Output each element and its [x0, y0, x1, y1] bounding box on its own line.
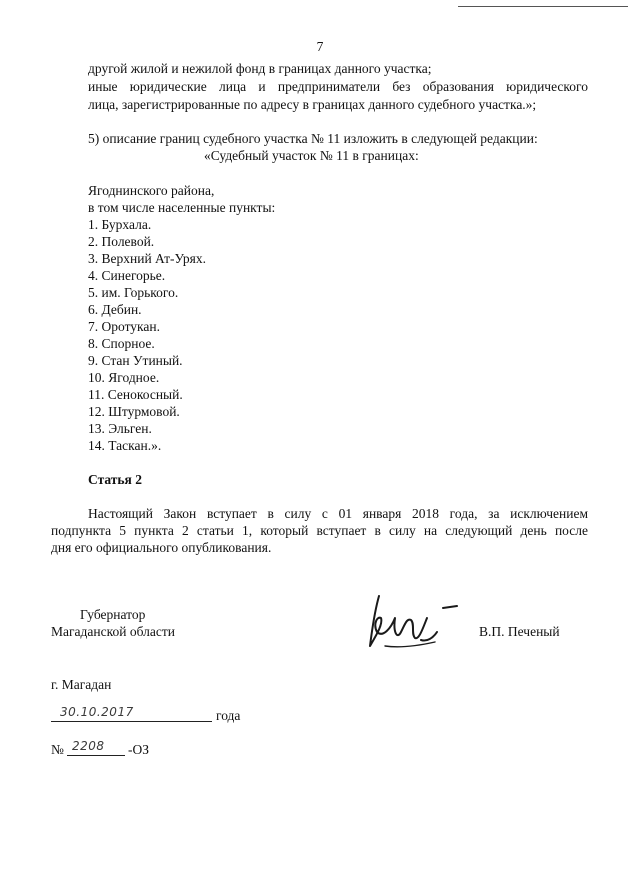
settlement-item: 14. Таскан.». [88, 438, 162, 453]
number-underline [67, 755, 125, 756]
settlement-item: 2. Полевой. [88, 234, 155, 249]
settlement-item: 7. Оротукан. [88, 319, 160, 334]
intro-line-1: другой жилой и нежилой фонд в границах данного участка; [88, 61, 432, 76]
intro-line-3: лица, зарегистрированные по адресу в границах данного судебного участка.»; [88, 97, 537, 112]
article2-line-3: дня его официального опубликования. [51, 540, 272, 555]
settlement-item: 5. им. Горького. [88, 285, 179, 300]
settlement-item: 8. Спорное. [88, 336, 155, 351]
signer-name: В.П. Печеный [479, 624, 560, 639]
handwritten-number: 2208 [72, 739, 105, 753]
district-subtitle: в том числе населенные пункты: [88, 200, 276, 215]
settlement-item: 3. Верхний Ат-Урях. [88, 251, 206, 266]
article2-line-1: Настоящий Закон вступает в силу с 01 января 2018 года, за исключением [88, 506, 588, 521]
district-name: Ягоднинского района, [88, 183, 215, 198]
settlement-item: 11. Сенокосный. [88, 387, 183, 402]
item5-text: 5) описание границ судебного участка № 11 изложить в следующей редакции: [88, 131, 538, 146]
article2-heading: Статья 2 [88, 472, 142, 487]
date-suffix: года [216, 708, 241, 723]
number-prefix: № [51, 742, 64, 757]
settlement-item: 9. Стан Утиный. [88, 353, 183, 368]
number-suffix: -ОЗ [128, 742, 150, 757]
settlement-item: 12. Штурмовой. [88, 404, 180, 419]
settlement-item: 4. Синегорье. [88, 268, 166, 283]
handwritten-date: 30.10.2017 [60, 705, 134, 719]
signer-position: Губернатор [80, 607, 146, 622]
article2-line-2: подпункта 5 пункта 2 статьи 1, который вступает в силу на следующий день после [51, 523, 588, 538]
settlement-item: 10. Ягодное. [88, 370, 160, 385]
item5-heading: «Судебный участок № 11 в границах: [204, 148, 419, 163]
signer-region: Магаданской области [51, 624, 175, 639]
handwritten-signature [365, 588, 465, 654]
settlement-item: 13. Эльген. [88, 421, 152, 436]
page-number: 7 [316, 39, 324, 54]
city: г. Магадан [51, 677, 112, 692]
settlement-item: 6. Дебин. [88, 302, 142, 317]
date-underline [51, 721, 212, 722]
intro-line-2: иные юридические лица и предприниматели без образования юридического [88, 79, 588, 94]
settlement-item: 1. Бурхала. [88, 217, 152, 232]
top-edge-line [458, 6, 628, 7]
